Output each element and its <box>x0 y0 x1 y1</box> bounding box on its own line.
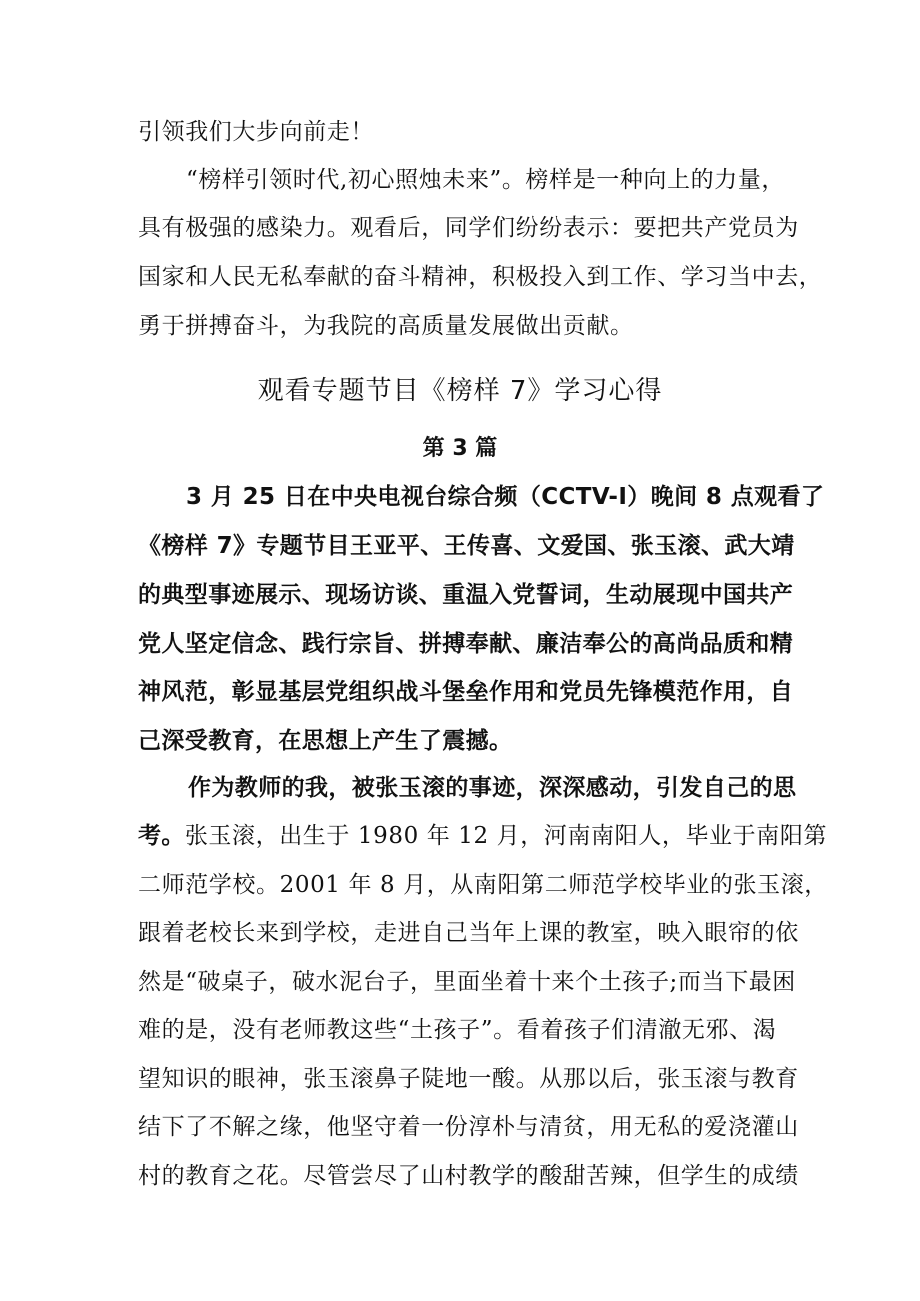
paragraph1-line: 己深受教育，在思想上产生了震撼。 <box>138 728 513 754</box>
previous-paragraph-line: “榜样引领时代,初心照烛未来”。榜样是一种向上的力量， <box>186 167 786 193</box>
paragraph2-bold-lead: 作为教师的我，被张玉滚的事迹，深深感动，引发自己的思 <box>188 775 797 801</box>
previous-paragraph-line: 国家和人民无私奉献的奋斗精神，积极投入到工作、学习当中去， <box>138 264 823 290</box>
paragraph2-bold-tail: 考。 <box>138 823 185 849</box>
previous-closing-line: 引领我们大步向前走！ <box>138 119 374 145</box>
paragraph2-line-first <box>138 821 827 851</box>
paragraph2-line: 难的是，没有老师教这些“土孩子”。看着孩子们清澈无邪、渴 <box>138 1017 777 1043</box>
paragraph1-line: 3 月 25 日在中央电视台综合频（CCTV-I）晚间 8 点观看了 <box>186 484 825 510</box>
paragraph2-line: 结下了不解之缘，他坚守着一份淳朴与清贫，用无私的爱浇灌山 <box>138 1114 799 1140</box>
previous-paragraph-line: 勇于拼搏奋斗，为我院的高质量发展做出贡献。 <box>138 313 634 339</box>
paragraph2-line: 望知识的眼神，张玉滚鼻子陡地一酸。从那以后，张玉滚与教育 <box>138 1066 799 1092</box>
paragraph1-line: 党人坚定信念、践行宗旨、拼搏奉献、廉洁奉公的高尚品质和精 <box>138 631 794 657</box>
paragraph2-line: 跟着老校长来到学校，走进自己当年上课的教室，映入眼帘的依 <box>138 920 799 946</box>
paragraph2-rest-first: 张玉滚，出生于 1980 年 12 月，河南南阳人，毕业于南阳第 <box>184 823 828 849</box>
article-subtitle: 第 3 篇 <box>422 436 498 461</box>
article-title: 观看专题节目《榜样 7》学习心得 <box>257 376 663 406</box>
paragraph2-line: 村的教育之花。尽管尝尽了山村教学的酸甜苦辣，但学生的成绩 <box>138 1163 799 1189</box>
paragraph1-line: 神风范，彰显基层党组织战斗堡垒作用和党员先锋模范作用，自 <box>138 679 794 705</box>
paragraph2-line: 二师范学校。2001 年 8 月，从南阳第二师范学校毕业的张玉滚， <box>138 872 828 898</box>
paragraph1-line: 的典型事迹展示、现场访谈、重温入党誓词，生动展现中国共产 <box>138 582 794 608</box>
paragraph1-line: 《榜样 7》专题节目王亚平、王传喜、文爱国、张玉滚、武大靖 <box>138 533 795 559</box>
previous-paragraph-line: 具有极强的感染力。观看后，同学们纷纷表示：要把共产党员为 <box>138 215 799 241</box>
paragraph2-line: 然是“破桌子，破水泥台子，里面坐着十来个土孩子;而当下最困 <box>138 969 796 995</box>
